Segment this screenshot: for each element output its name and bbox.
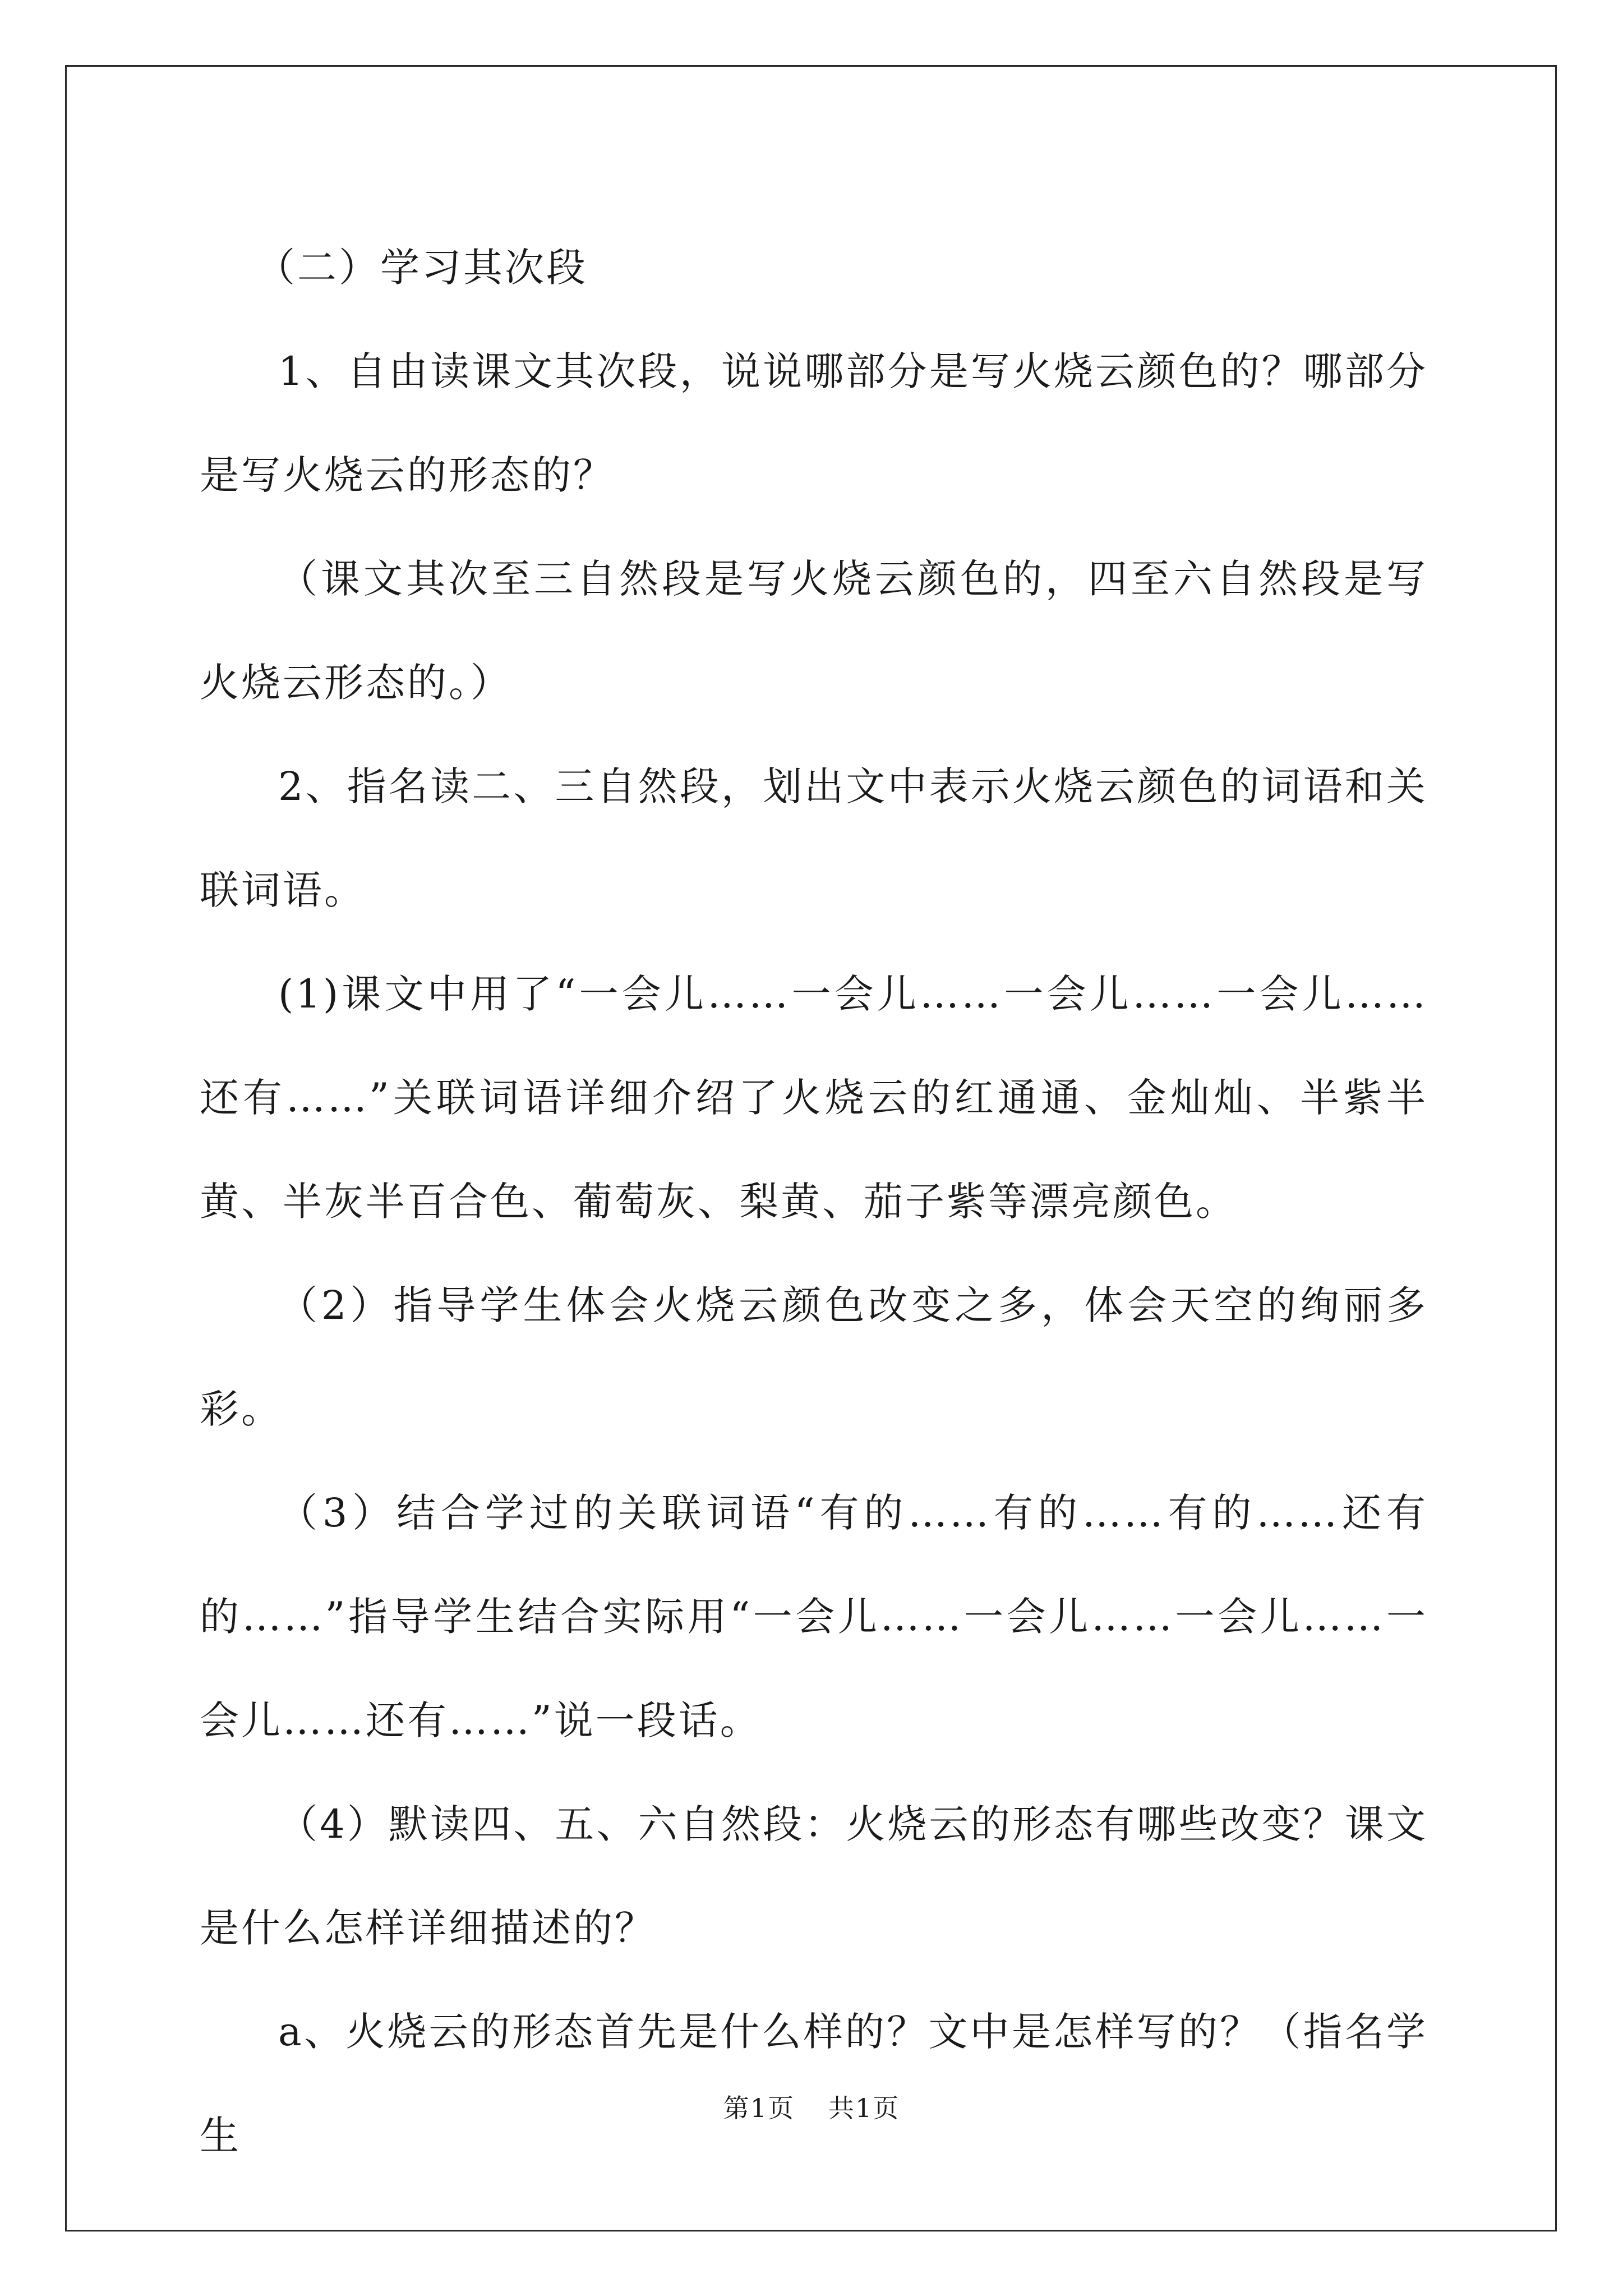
paragraph-1: 1、自由读课文其次段，说说哪部分是写火烧云颜色的？哪部分是写火烧云的形态的？ — [200, 348, 1428, 498]
page-total: 共1页 — [828, 2093, 900, 2123]
paragraph-5: （2）指导学生体会火烧云颜色改变之多，体会天空的绚丽多彩。 — [200, 1282, 1428, 1432]
section-heading: （二）学习其次段 — [256, 245, 588, 291]
page-number: 第1页 — [723, 2093, 795, 2123]
paragraph-4: (1)课文中用了“一会儿……一会儿……一会儿……一会儿……还有……”关联词语详细介绍了火烧云的红通通、金灿灿、半紫半黄、半灰半百合色、葡萄灰、梨黄、茄子紫等漂亮颜色。 — [200, 971, 1428, 1225]
paragraph-7: （4）默读四、五、六自然段：火烧云的形态有哪些改变？课文是什么怎样详细描述的？ — [200, 1801, 1428, 1951]
paragraph-8: a、火烧云的形态首先是什么样的？文中是怎样写的？（指名学生 — [200, 2009, 1428, 2159]
paragraph-3: 2、指名读二、三自然段，划出文中表示火烧云颜色的词语和关联词语。 — [200, 763, 1428, 913]
page-footer — [0, 2088, 1623, 2125]
document-body — [200, 216, 1428, 2188]
paragraph-6: （3）结合学过的关联词语“有的……有的……有的……还有的……”指导学生结合实际用“一会儿……一会儿……一会儿……一会儿……还有……”说一段话。 — [200, 1490, 1428, 1743]
paragraph-2: （课文其次至三自然段是写火烧云颜色的，四至六自然段是写火烧云形态的。） — [200, 556, 1428, 706]
